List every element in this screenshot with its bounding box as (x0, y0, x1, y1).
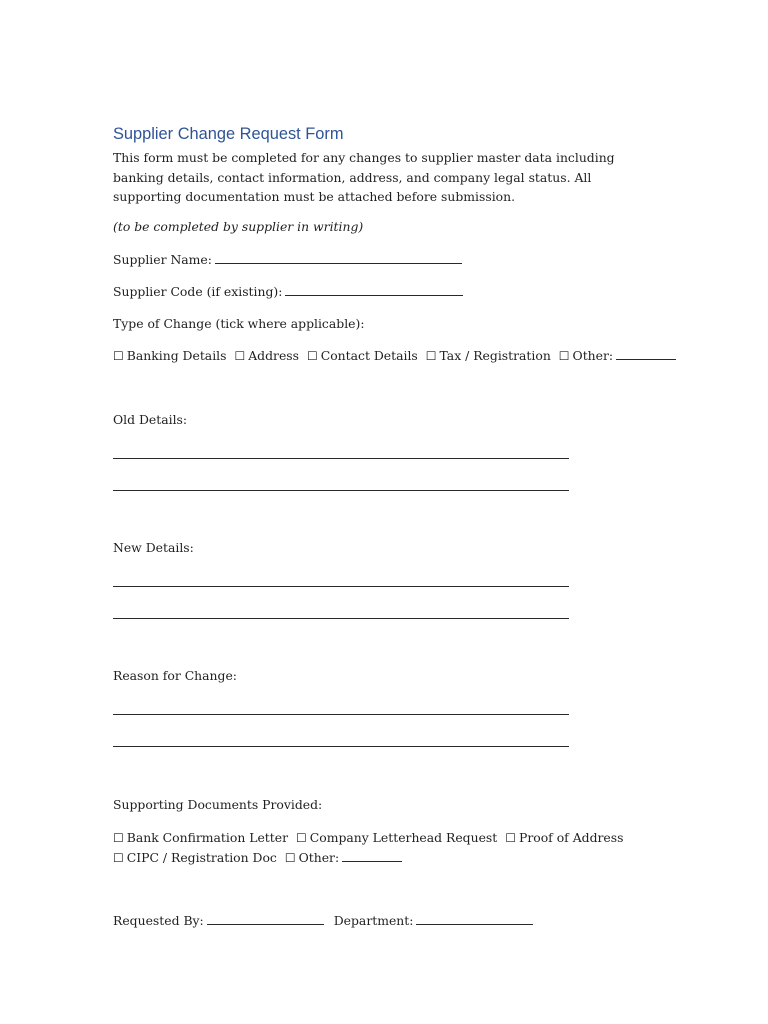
checkbox-icon[interactable]: ☐ (113, 851, 124, 865)
supporting-docs-label: Supporting Documents Provided: (113, 797, 323, 812)
new-details-line-1[interactable] (113, 586, 569, 587)
department-field[interactable] (416, 924, 533, 925)
type-of-change-label: Type of Change (tick where applicable): (113, 316, 365, 331)
doc-other[interactable]: ☐ Other: (285, 850, 402, 865)
option-address[interactable]: ☐ Address (234, 348, 299, 363)
checkbox-icon[interactable]: ☐ (234, 349, 246, 363)
old-details-line-1[interactable] (113, 458, 569, 459)
option-contact-details[interactable]: ☐ Contact Details (306, 348, 418, 363)
new-details-line-2[interactable] (113, 618, 569, 619)
requested-by-field[interactable] (207, 924, 324, 925)
doc-cipc-registration[interactable]: ☐ CIPC / Registration Doc (113, 850, 277, 865)
checkbox-icon[interactable]: ☐ (558, 349, 570, 363)
supplier-code-field[interactable] (285, 295, 463, 296)
doc-company-letterhead[interactable]: ☐ Company Letterhead Request (295, 830, 498, 845)
supplier-name-row (113, 252, 462, 267)
option-tax-registration[interactable]: ☐ Tax / Registration (425, 348, 551, 363)
supplier-name-label: Supplier Name: (113, 252, 212, 267)
reason-line-1[interactable] (113, 714, 569, 715)
option-other[interactable]: ☐ Other: (559, 348, 676, 363)
checkbox-icon[interactable]: ☐ (425, 349, 437, 363)
change-options-row (113, 348, 680, 363)
other-doc-field[interactable] (342, 861, 402, 862)
checkbox-icon[interactable]: ☐ (295, 831, 307, 845)
reason-line-2[interactable] (113, 746, 569, 747)
form-title: Supplier Change Request Form (113, 125, 344, 143)
checkbox-icon[interactable]: ☐ (113, 831, 124, 845)
doc-proof-of-address[interactable]: ☐ Proof of Address (505, 830, 624, 845)
signoff-row (113, 913, 533, 928)
new-details-label: New Details: (113, 540, 194, 555)
old-details-line-2[interactable] (113, 490, 569, 491)
option-banking-details[interactable]: ☐ Banking Details (113, 348, 227, 363)
other-change-field[interactable] (616, 359, 676, 360)
doc-bank-confirmation[interactable]: ☐ Bank Confirmation Letter (113, 830, 289, 845)
checkbox-icon[interactable]: ☐ (306, 349, 318, 363)
doc-options-row (113, 828, 673, 868)
form-intro: This form must be completed for any changes to supplier master data including banking details, contact information, address, and company legal status. All supporting documentation must be attached before submission. (113, 150, 615, 204)
old-details-label: Old Details: (113, 412, 188, 427)
supplier-name-field[interactable] (215, 263, 462, 264)
supplier-code-row (113, 284, 463, 299)
requested-by-label: Requested By: (113, 913, 204, 928)
supplier-code-label: Supplier Code (if existing): (113, 284, 283, 299)
checkbox-icon[interactable]: ☐ (113, 349, 124, 363)
reason-label: Reason for Change: (113, 668, 237, 683)
department-label: Department: (333, 913, 414, 928)
form-note: (to be completed by supplier in writing) (113, 219, 364, 234)
checkbox-icon[interactable]: ☐ (284, 851, 296, 865)
checkbox-icon[interactable]: ☐ (505, 831, 516, 845)
